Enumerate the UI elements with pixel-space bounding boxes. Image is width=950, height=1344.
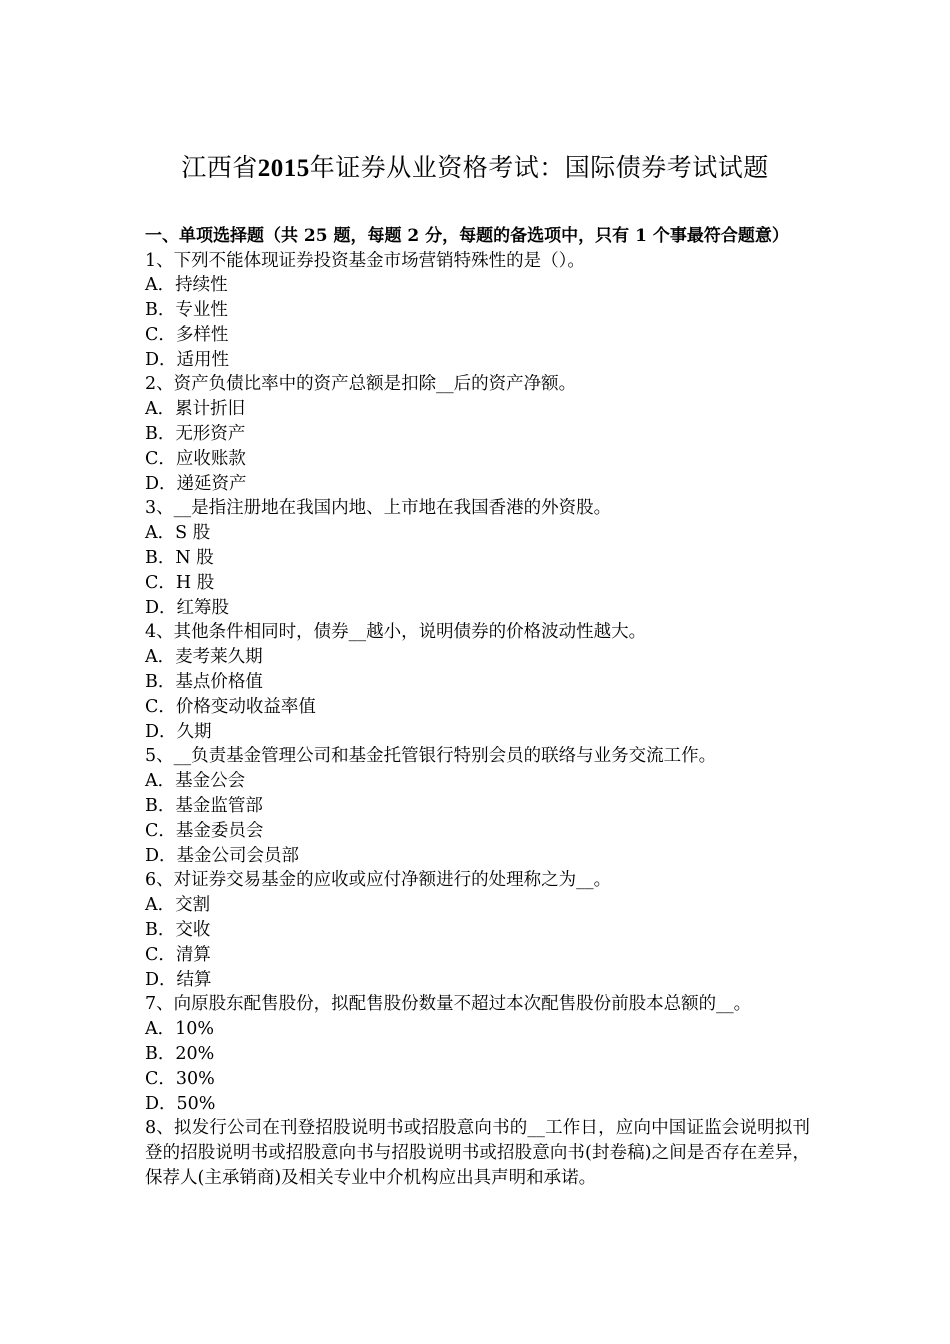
question-stem: 8、拟发行公司在刊登招股说明书或招股意向书的__工作日，应向中国证监会说明拟刊登的招股说明书或招股意向书与招股说明书或招股意向书(封卷稿)之间是否存在差异，保荐人(主承销商)及相关专业中介机构应出具声明和承诺。	[145, 1118, 810, 1188]
option-d: D．久期	[145, 721, 212, 742]
option-a: A．10%	[145, 1019, 215, 1040]
option-c: C．价格变动收益率值	[145, 696, 316, 717]
option-c: C．清算	[145, 944, 211, 965]
option-a: A．累计折旧	[145, 399, 246, 420]
question-8	[145, 1116, 810, 1190]
option-c: C．基金委员会	[145, 820, 264, 841]
question-stem: 4、其他条件相同时，债券__越小，说明债券的价格波动性越大。	[145, 622, 647, 643]
option-c: C．H 股	[145, 572, 215, 593]
option-a: A．S 股	[145, 523, 211, 544]
option-c: C．应收账款	[145, 448, 246, 469]
option-a: A．基金公会	[145, 771, 246, 792]
option-d: D．适用性	[145, 349, 230, 370]
question-stem: 5、__负责基金管理公司和基金托管银行特别会员的联络与业务交流工作。	[145, 746, 717, 767]
option-a: A．持续性	[145, 275, 228, 296]
option-b: B．20%	[145, 1044, 215, 1064]
question-stem: 2、资产负债比率中的资产总额是扣除__后的资产净额。	[145, 374, 577, 395]
option-b: B．交收	[145, 920, 211, 941]
question-7	[145, 992, 810, 1116]
document-body	[145, 224, 810, 1191]
document-title	[0, 150, 950, 187]
question-stem: 1、下列不能体现证券投资基金市场营销特殊性的是（）。	[145, 250, 585, 271]
option-a: A．交割	[145, 895, 211, 916]
section-header: 一、单项选择题（共 25 题，每题 2 分，每题的备选项中，只有 1 个事最符合题意）	[145, 226, 789, 246]
question-2	[145, 372, 810, 496]
option-d: D．结算	[145, 969, 212, 990]
question-stem: 6、对证券交易基金的应收或应付净额进行的处理称之为__。	[145, 870, 612, 891]
question-stem: 7、向原股东配售股份，拟配售股份数量不超过本次配售股份前股本总额的__。	[145, 994, 752, 1015]
question-4	[145, 620, 810, 744]
title-year: 2015	[257, 155, 310, 182]
question-6	[145, 868, 810, 992]
option-d: D．红筹股	[145, 597, 230, 618]
question-5	[145, 744, 810, 868]
option-d: D．基金公司会员部	[145, 845, 300, 866]
option-a: A．麦考莱久期	[145, 647, 263, 668]
question-3	[145, 496, 810, 620]
title-prefix: 江西省	[181, 153, 258, 182]
option-c: C．30%	[145, 1068, 215, 1089]
option-b: B．专业性	[145, 300, 228, 321]
option-b: B．N 股	[145, 548, 214, 569]
option-b: B．基点价格值	[145, 672, 263, 693]
option-d: D．递延资产	[145, 473, 247, 494]
question-1	[145, 249, 810, 373]
option-b: B．无形资产	[145, 424, 246, 445]
option-d: D．50%	[145, 1093, 216, 1114]
question-stem: 3、__是指注册地在我国内地、上市地在我国香港的外资股。	[145, 498, 612, 519]
title-suffix: 年证券从业资格考试：国际债券考试试题	[309, 153, 769, 182]
option-c: C．多样性	[145, 324, 229, 345]
option-b: B．基金监管部	[145, 796, 263, 817]
